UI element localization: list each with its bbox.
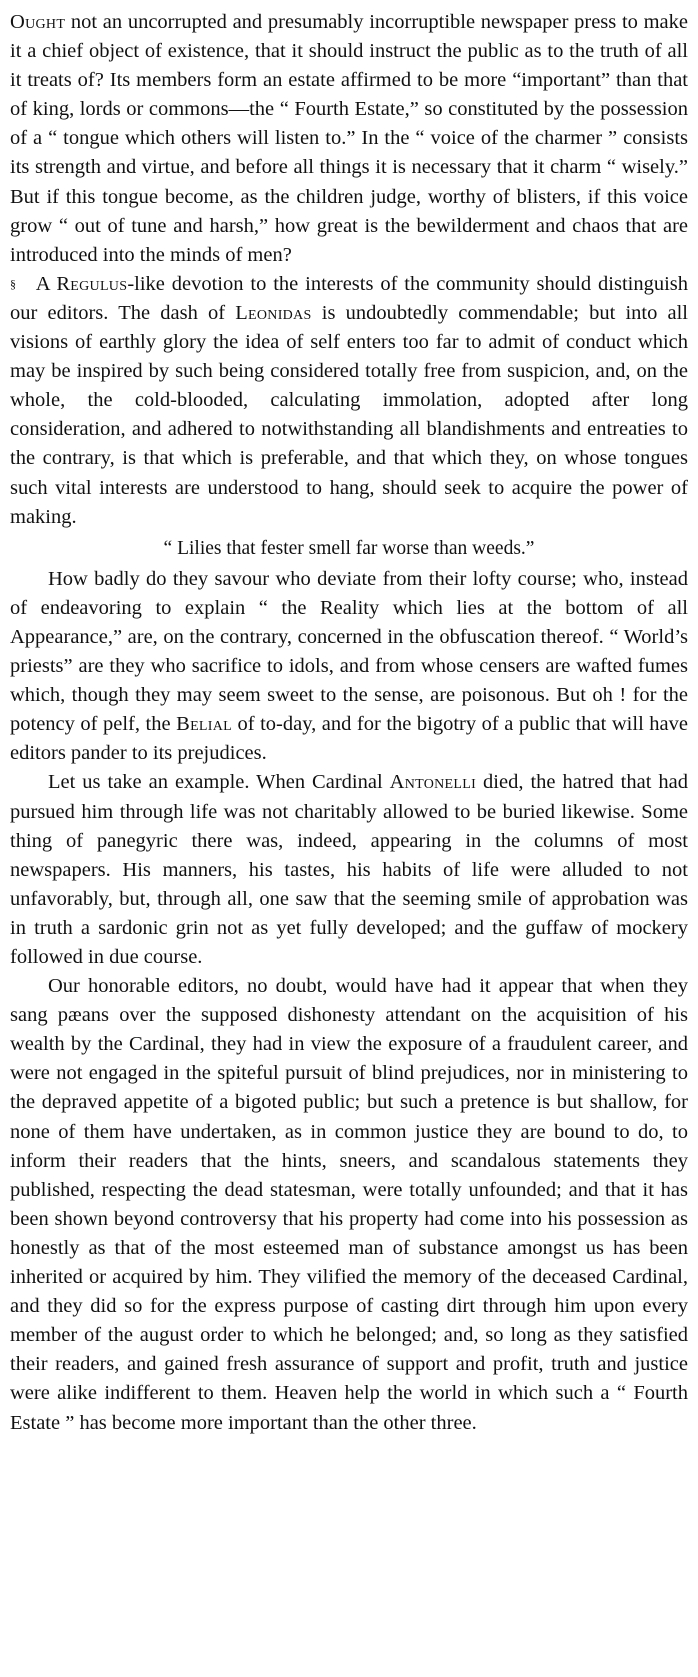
paragraph-4-text-b: died, the hatred that had pursued him through life was not charitably allowed to be buried likewise. Some thing of panegyric there was, indeed, appearing in the columns of most newspapers. His manners, his tastes, his habits of life were alluded to not unfavorably, but, through all, one saw that the seeming smile of approbation was in truth a sardonic grin not as yet fully developed; and the guffaw of mockery followed in due course. [10, 771, 688, 968]
paragraph-1 [10, 8, 688, 270]
section-mark: § [10, 276, 16, 291]
paragraph-4-text-a: Let us take an example. When Cardinal [48, 771, 390, 794]
paragraph-3 [10, 565, 688, 769]
paragraph-2-text-b: -like devotion to the interests of the community should distinguish our editors. The dash of [10, 272, 689, 324]
lead-word: Ought [10, 11, 66, 33]
paragraph-1-text: not an uncorrupted and presumably incorruptible newspaper press to make it a chief object of existence, that it should instruct the public as to the truth of all it treats of? Its members form an estate affirmed to be more “important” than that of king, lords or commons—the “ Fourth Estate,” so constituted by the possession of a “ tongue which others will listen to.” In the “ voice of the charmer ” consists its strength and virtue, and before all things it is necessary that it charm “ wisely.” But if this tongue become, as the children judge, worthy of blisters, if this voice grow “ out of tune and harsh,” how great is the bewilderment and chaos that are introduced into the minds of men? [10, 11, 688, 266]
name-antonelli: Antonelli [389, 771, 477, 794]
paragraph-3-text-b: of to-day, and for the bigotry of a public that will have editors pander to its prejudices. [10, 713, 688, 765]
paragraph-5: Our honorable editors, no doubt, would have had it appear that when they sang pæans over the supposed dishonesty attendant on the acquisition of his wealth by the Cardinal, they had in view the exposure of a fraudulent career, and were not engaged in the spiteful pursuit of blind prejudices, nor in ministering to the depraved appetite of a bigoted public; but such a pretence is but shallow, for none of them have undertaken, as in common justice they are bound to do, to inform their readers that the hints, sneers, and scandalous statements they published, respecting the dead statesman, were totally unfounded; and that it has been shown beyond controversy that his property had come into his possession as honestly as that of the most esteemed man of substance amongst us has been inherited or acquired by him. They vilified the memory of the deceased Cardinal, and they did so for the express purpose of casting dirt through him upon every member of the august order to which he belonged; and, so long as they satisfied their readers, and gained fresh assurance of support and profit, truth and justice were alike indifferent to them. Heaven help the world in which such a “ Fourth Estate ” has become more important than the other three. [10, 975, 688, 1434]
name-belial: Belial [176, 713, 232, 736]
paragraph-2 [10, 270, 688, 532]
paragraph-2-text-c: is undoubtedly commendable; but into all visions of earthly glory the idea of self enters too far to admit of conduct which may be inspired by such being considered totally free from suspicion, and, on the whole, the cold-blooded, calculating immolation, adopted after long consideration, and adhered to notwithstanding all blandishments and entreaties to the contrary, is that which is preferable, and that which they, on whose tongues such vital interests are understood to hang, should seek to acquire the power of making. [10, 301, 688, 528]
paragraph-4 [10, 768, 688, 972]
paragraph-3-text-a: How badly do they savour who deviate from their lofty course; who, instead of endeavoring to explain “ the Reality which lies at the bottom of all Appearance,” are, on the contrary, concerned in the obfuscation thereof. “ World’s priests” are they who sacrifice to idols, and from whose censers are wafted fumes which, though they may seem sweet to the sense, are poisonous. But oh ! for the potency of pelf, the [10, 567, 688, 736]
quotation: “ Lilies that fester smell far worse than weeds.” [163, 537, 535, 559]
name-regulus: Regulus [56, 272, 128, 295]
paragraph-2-text-a: A [30, 272, 57, 295]
name-leonidas: Leonidas [235, 301, 312, 324]
